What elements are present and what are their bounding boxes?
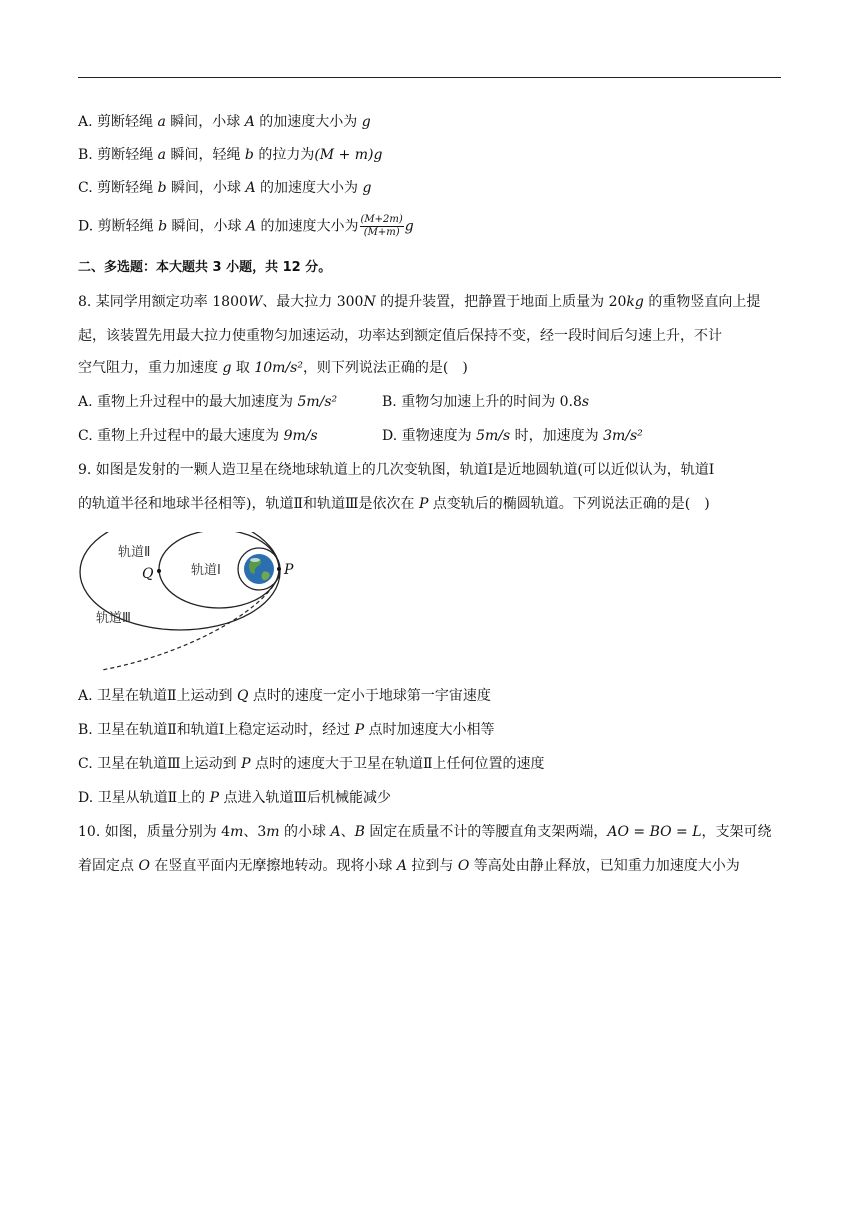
q9-option-d: D. 卫星从轨道Ⅱ上的 P 点进入轨道Ⅲ后机械能减少 bbox=[78, 790, 391, 806]
q7-option-c: C. 剪断轻绳 b 瞬间，小球 A 的加速度大小为 g bbox=[78, 180, 372, 196]
q8-option-a: A. 重物上升过程中的最大加速度为 5m/s² bbox=[78, 394, 338, 410]
q7-option-a: A. 剪断轻绳 a 瞬间，小球 A 的加速度大小为 g bbox=[78, 114, 371, 130]
q9-option-c: C. 卫星在轨道Ⅲ上运动到 P 点时的速度大于卫星在轨道Ⅱ上任何位置的速度 bbox=[78, 756, 545, 772]
q8-option-b: B. 重物匀加速上升的时间为 0.8s bbox=[382, 394, 590, 410]
q8-option-d: D. 重物速度为 5m/s 时，加速度为 3m/s² bbox=[382, 428, 643, 444]
q8-line-2: 起，该装置先用最大拉力使重物匀加速运动，功率达到额定值后保持不变，经一段时间后匀速上升，不计 bbox=[78, 328, 722, 344]
section-title: 二、多选题：本大题共 3 小题，共 12 分。 bbox=[78, 260, 332, 275]
q7-option-b: B. 剪断轻绳 a 瞬间，轻绳 b 的拉力为(M + m)g bbox=[78, 147, 383, 163]
q9-line-1: 9. 如图是发射的一颗人造卫星在绕地球轨道上的几次变轨图，轨道Ⅰ是近地圆轨道(可以近似认为，轨道Ⅰ bbox=[78, 462, 715, 478]
point-p-label: P bbox=[284, 562, 294, 578]
q9-line-2: 的轨道半径和地球半径相等)，轨道Ⅱ和轨道Ⅲ是依次在 P 点变轨后的椭圆轨道。下列说法正确的是( ) bbox=[78, 496, 710, 512]
q8-line-3: 空气阻力，重力加速度 g 取 10m/s²，则下列说法正确的是( ) bbox=[78, 360, 468, 376]
q10-line-2: 着固定点 O 在竖直平面内无摩擦地转动。现将小球 A 拉到与 O 等高处由静止释放，已知重力加速度大小为 bbox=[78, 858, 740, 874]
orbit-diagram bbox=[78, 532, 318, 674]
fraction: $\frac{(M+2m)}{(M+m)}$ bbox=[360, 214, 403, 238]
q10-line-1: 10. 如图，质量分别为 4m、3m 的小球 A、B 固定在质量不计的等腰直角支架两端，AO = BO = L，支架可绕 bbox=[78, 824, 772, 840]
q9-option-b: B. 卫星在轨道Ⅱ和轨道Ⅰ上稳定运动时，经过 P 点时加速度大小相等 bbox=[78, 722, 495, 738]
point-q-label: Q bbox=[142, 566, 154, 582]
orbit-1-label: 轨道Ⅰ bbox=[191, 563, 221, 578]
point-p-dot bbox=[277, 567, 281, 571]
q8-option-c: C. 重物上升过程中的最大速度为 9m/s bbox=[78, 428, 318, 444]
orbit-2-label: 轨道Ⅱ bbox=[118, 545, 151, 560]
header-rule bbox=[78, 77, 781, 78]
q9-option-a: A. 卫星在轨道Ⅱ上运动到 Q 点时的速度一定小于地球第一宇宙速度 bbox=[78, 688, 491, 704]
point-q-dot bbox=[157, 569, 161, 573]
q7-option-d: D. 剪断轻绳 b 瞬间，小球 A 的加速度大小为 $\frac{(M+2m)}{(M+m)}$ g bbox=[78, 214, 414, 238]
orbit-3-label: 轨道Ⅲ bbox=[96, 611, 131, 626]
q8-line-1: 8. 某同学用额定功率 1800W、最大拉力 300N 的提升装置，把静置于地面上质量为 20kg 的重物竖直向上提 bbox=[78, 294, 761, 310]
earth-icon bbox=[244, 554, 274, 584]
